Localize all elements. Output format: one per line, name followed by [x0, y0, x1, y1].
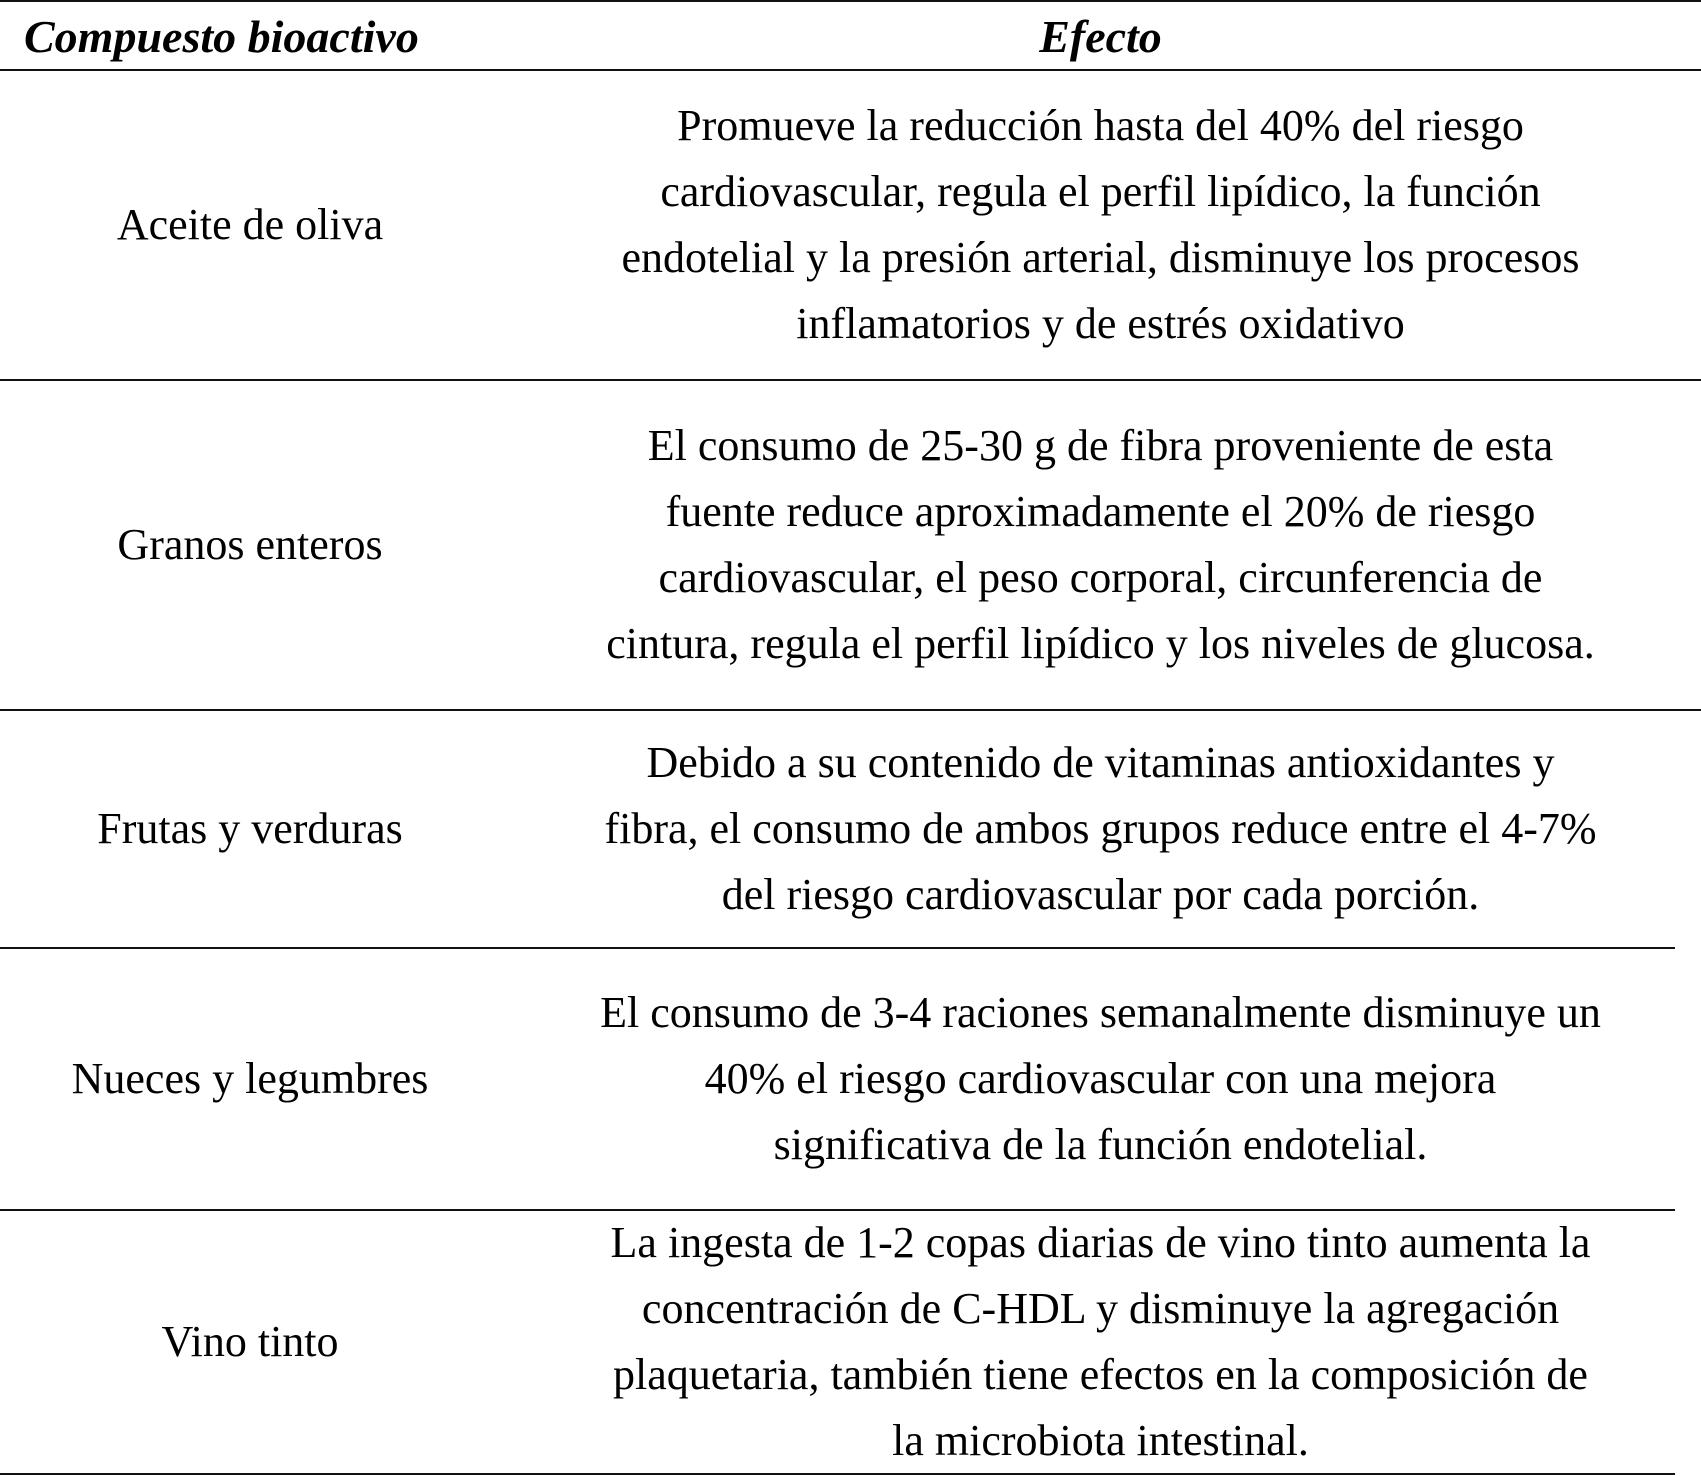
table-row-compound: Vino tinto — [161, 1317, 339, 1366]
effect-line: la microbiota intestinal. — [892, 1416, 1309, 1465]
column-header-compound: Compuesto bioactivo — [24, 10, 419, 62]
effect-line: inflamatorios y de estrés oxidativo — [796, 299, 1405, 348]
effect-line: El consumo de 3-4 raciones semanalmente disminuye un — [600, 988, 1601, 1037]
table-row-effect — [500, 381, 1701, 709]
table-row-compound: Frutas y verduras — [97, 804, 403, 853]
effect-line: fuente reduce aproximadamente el 20% de riesgo — [665, 487, 1536, 536]
effect-line: 40% el riesgo cardiovascular con una mejora — [704, 1054, 1497, 1103]
effect-line: cardiovascular, el peso corporal, circunferencia de — [658, 553, 1543, 602]
effect-line: fibra, el consumo de ambos grupos reduce entre el 4-7% — [604, 804, 1597, 853]
effect-line: Debido a su contenido de vitaminas antioxidantes y — [646, 738, 1555, 787]
effect-line: del riesgo cardiovascular por cada porción. — [721, 870, 1480, 919]
table-row-compound: Nueces y legumbres — [71, 1054, 429, 1103]
effect-line: plaquetaria, también tiene efectos en la composición de — [613, 1350, 1588, 1399]
table-row-compound: Aceite de oliva — [116, 200, 384, 249]
effect-line: endotelial y la presión arterial, disminuye los procesos — [621, 233, 1580, 282]
effect-line: cardiovascular, regula el perfil lipídico, la función — [660, 167, 1541, 216]
effect-line: El consumo de 25-30 g de fibra proveniente de esta — [647, 421, 1554, 470]
table-row-compound: Granos enteros — [117, 520, 383, 569]
table-row-effect — [500, 711, 1701, 947]
table-row-effect — [500, 949, 1701, 1209]
effect-line: significativa de la función endotelial. — [773, 1120, 1428, 1169]
table-row-effect — [500, 71, 1701, 379]
effect-line: cintura, regula el perfil lipídico y los niveles de glucosa. — [606, 619, 1595, 668]
effect-line: concentración de C-HDL y disminuye la agregación — [641, 1284, 1560, 1333]
effect-line: Promueve la reducción hasta del 40% del riesgo — [677, 101, 1524, 150]
effect-line: La ingesta de 1-2 copas diarias de vino tinto aumenta la — [610, 1218, 1591, 1267]
table-row-effect — [500, 1211, 1701, 1473]
column-header-effect: Efecto — [1039, 10, 1162, 62]
